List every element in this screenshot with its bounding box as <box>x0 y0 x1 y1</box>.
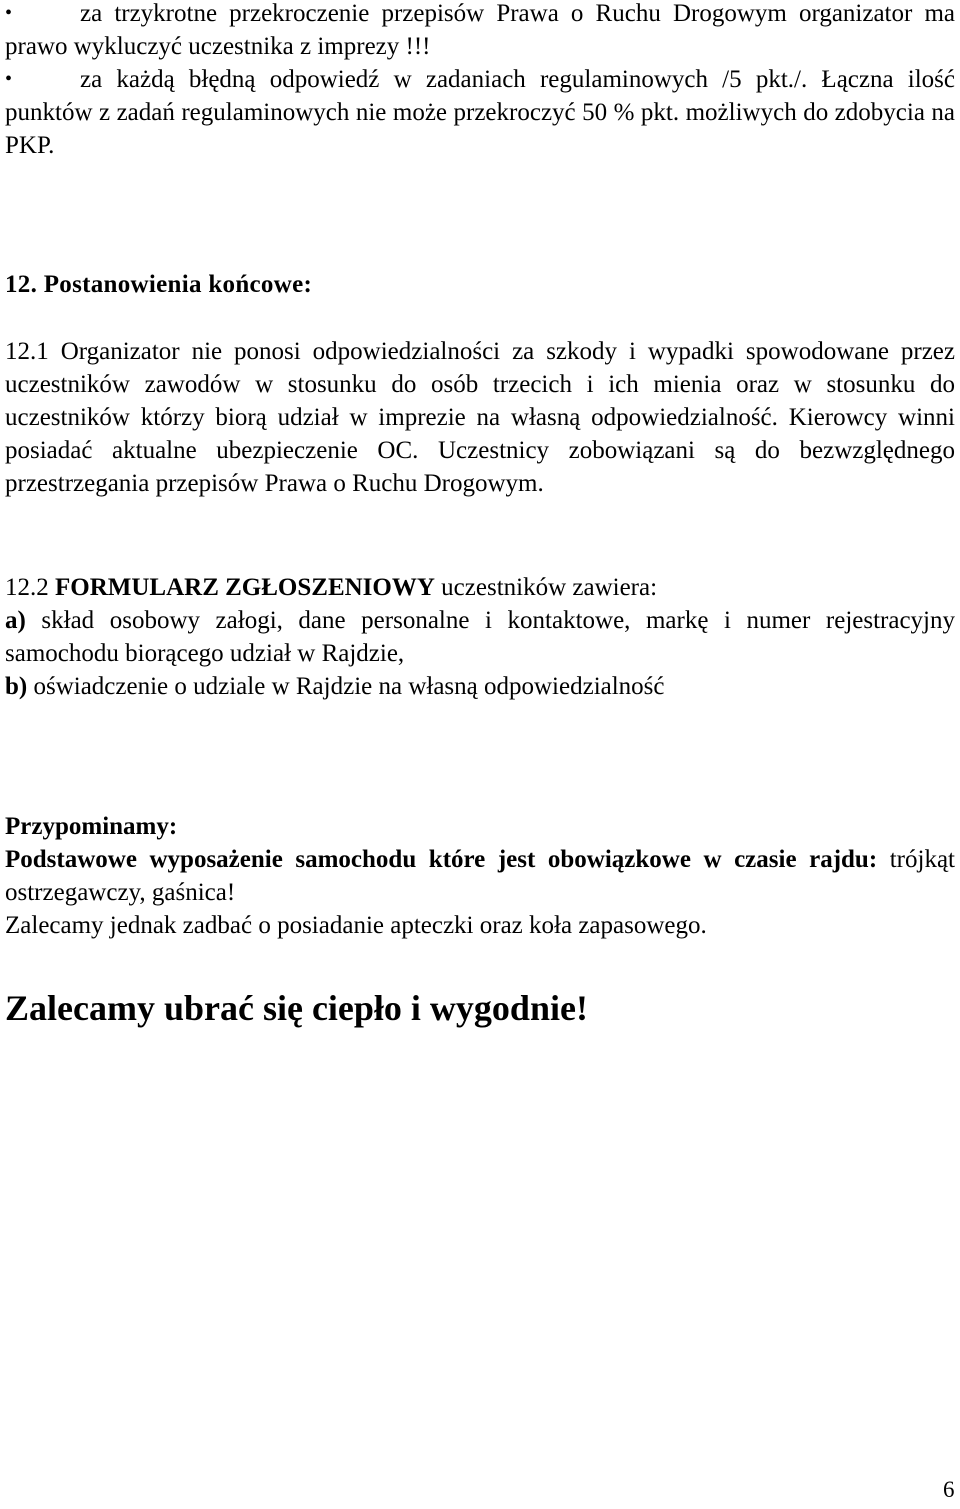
bullet-text: za każdą błędną odpowiedź w zadaniach regulaminowych /5 pkt./. Łączna ilość punktów z zadań regulaminowych nie może przekroczyć 50 % pkt. możliwych do zdobycia na PKP. <box>5 66 955 159</box>
list-item-b <box>5 670 955 703</box>
item-label: b) <box>5 673 28 700</box>
form-title: FORMULARZ ZGŁOSZENIOWY <box>55 574 435 601</box>
section-heading: 12. Postanowienia końcowe: <box>5 271 313 298</box>
bullet-text: za trzykrotne przekroczenie przepisów Prawa o Ruchu Drogowym organizator ma prawo wykluczyć uczestnika z imprezy !!! <box>5 0 955 60</box>
paragraph-12-2 <box>5 571 955 703</box>
paragraph-number: 12.2 <box>5 574 49 601</box>
paragraph-12-1: 12.1 Organizator nie ponosi odpowiedzialności za szkody i wypadki spowodowane przez uczestników zawodów w stosunku do osób trzecich i ich mienia oraz w stosunku do uczestników którzy biorą udział w imprezie na własną odpowiedzialność. Kierowcy winni posiadać aktualne ubezpieczenie OC. Uczestnicy zobowiązani są do bezwzględnego przestrzegania przepisów Prawa o Ruchu Drogowym. <box>5 338 955 497</box>
list-item <box>5 63 955 162</box>
item-text: oświadczenie o udziale w Rajdzie na własną odpowiedzialność <box>33 673 665 700</box>
item-text: skład osobowy załogi, dane personalne i kontaktowe, markę i numer rejestracyjny samochodu biorącego udział w Rajdzie, <box>5 607 955 667</box>
closing-note: Zalecamy ubrać się ciepło i wygodnie! <box>5 988 588 1028</box>
bullet-icon: • <box>5 68 13 90</box>
reminder-heading: Przypominamy: <box>5 813 178 840</box>
equipment-line <box>5 843 955 909</box>
form-intro-line <box>5 571 955 604</box>
page-number: 6 <box>943 1477 955 1502</box>
item-label: a) <box>5 607 26 634</box>
form-intro-rest: uczestników zawiera: <box>441 574 658 601</box>
reminder-block <box>5 810 955 942</box>
equipment-items: trójkąt ostrzegawczy, gaśnica! <box>5 846 955 906</box>
recommendation-line: Zalecamy jednak zadbać o posiadanie apteczki oraz koła zapasowego. <box>5 912 707 939</box>
list-item-a <box>5 604 955 670</box>
equipment-bold: Podstawowe wyposażenie samochodu które jest obowiązkowe w czasie rajdu: <box>5 846 878 873</box>
list-item <box>5 0 955 63</box>
bullet-icon: • <box>5 2 13 24</box>
